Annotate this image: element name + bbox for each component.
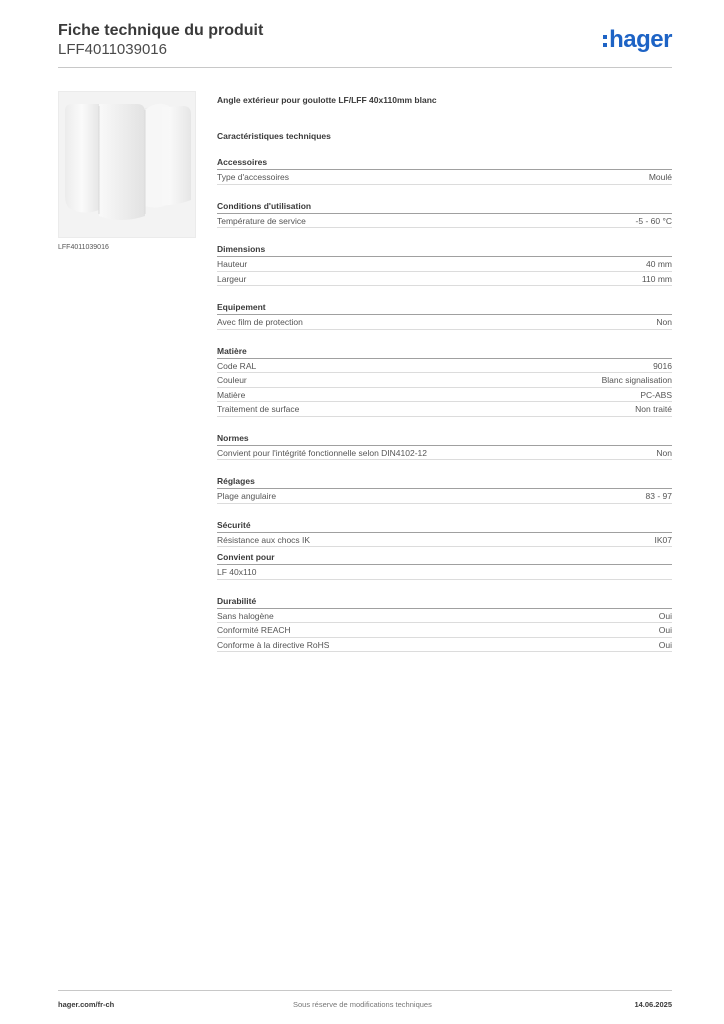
spec-label: Conforme à la directive RoHS [217,639,330,650]
spec-value: 40 mm [646,259,672,269]
product-specs [217,95,672,562]
spec-value: Oui [658,625,672,635]
product-image [58,91,196,238]
spec-section [217,551,672,580]
image-caption: LFF4011039016 [58,244,109,251]
spec-row [217,373,672,388]
spec-label: Largeur [217,273,247,284]
spec-label: Code RAL [217,360,257,371]
page-header [58,21,672,68]
spec-label: Type d'accessoires [217,172,290,182]
spec-value: Non traité [635,404,672,414]
spec-row [217,388,672,403]
spec-row [217,272,672,287]
spec-value: Moulé [648,172,672,182]
spec-sections-secondary [217,551,672,652]
spec-label: Hauteur [217,259,248,269]
spec-row [217,359,672,374]
spec-value: 110 mm [641,273,672,284]
spec-section [217,519,672,548]
spec-label: Température de service [217,215,306,226]
spec-row [217,315,672,330]
spec-value: Oui [658,639,672,650]
spec-section [217,475,672,504]
spec-row [217,402,672,417]
spec-section [217,156,672,185]
spec-label: Couleur [217,375,247,385]
tech-heading: Caractéristiques techniques [217,131,331,141]
spec-label: Plage angulaire [217,491,277,501]
section-title: Dimensions [217,243,672,257]
spec-value: Non [656,447,672,458]
spec-section [217,200,672,229]
logo-dots-icon [603,32,607,48]
spec-label: LF 40x110 [217,567,257,577]
spec-value: Oui [658,610,672,621]
spec-row [217,533,672,548]
spec-value: IK07 [654,534,672,545]
corner-piece-icon [59,92,196,238]
spec-row [217,623,672,638]
footer-date: 14.06.2025 [634,1000,672,1009]
section-title: Equipement [217,301,672,315]
spec-section [217,243,672,286]
section-title: Normes [217,432,672,446]
footer-notice: Sous réserve de modifications techniques [293,1000,432,1009]
spec-sections [217,156,672,547]
page-title: Fiche technique du produit [58,22,264,39]
section-title: Durabilité [217,595,672,609]
compatibility-specs [217,551,672,667]
logo-text: hager [609,26,672,53]
spec-value: Non [656,317,672,327]
spec-value: -5 - 60 °C [635,215,672,226]
spec-row [217,565,672,580]
spec-row [217,489,672,504]
spec-label: Traitement de surface [217,404,300,414]
spec-value: Blanc signalisation [601,375,672,385]
spec-section [217,595,672,653]
spec-label: Avec film de protection [217,317,303,327]
product-reference: LFF4011039016 [58,41,167,58]
section-title: Accessoires [217,156,672,170]
spec-row [217,214,672,229]
spec-value: 9016 [653,360,672,371]
spec-row [217,257,672,272]
section-title: Matière [217,345,672,359]
footer-website[interactable]: hager.com/fr-ch [58,1000,115,1009]
spec-label: Convient pour l'intégrité fonctionnelle selon DIN4102-12 [217,447,428,458]
page-footer [58,990,672,1012]
spec-value: 83 - 97 [645,491,672,501]
section-title: Conditions d'utilisation [217,200,672,214]
hager-logo [603,27,672,53]
spec-section [217,432,672,461]
spec-label: Résistance aux chocs IK [217,534,311,545]
spec-label: Matière [217,389,246,400]
section-title: Réglages [217,475,672,489]
spec-row [217,638,672,653]
section-title: Convient pour [217,551,672,565]
section-title: Sécurité [217,519,672,533]
spec-label: Sans halogène [217,610,274,621]
spec-value: PC-ABS [640,389,672,400]
product-description: Angle extérieur pour goulotte LF/LFF 40x110mm blanc [217,95,437,105]
spec-section [217,301,672,330]
spec-row [217,446,672,461]
spec-section [217,345,672,417]
spec-label: Conformité REACH [217,625,291,635]
spec-row [217,170,672,185]
spec-row [217,609,672,624]
